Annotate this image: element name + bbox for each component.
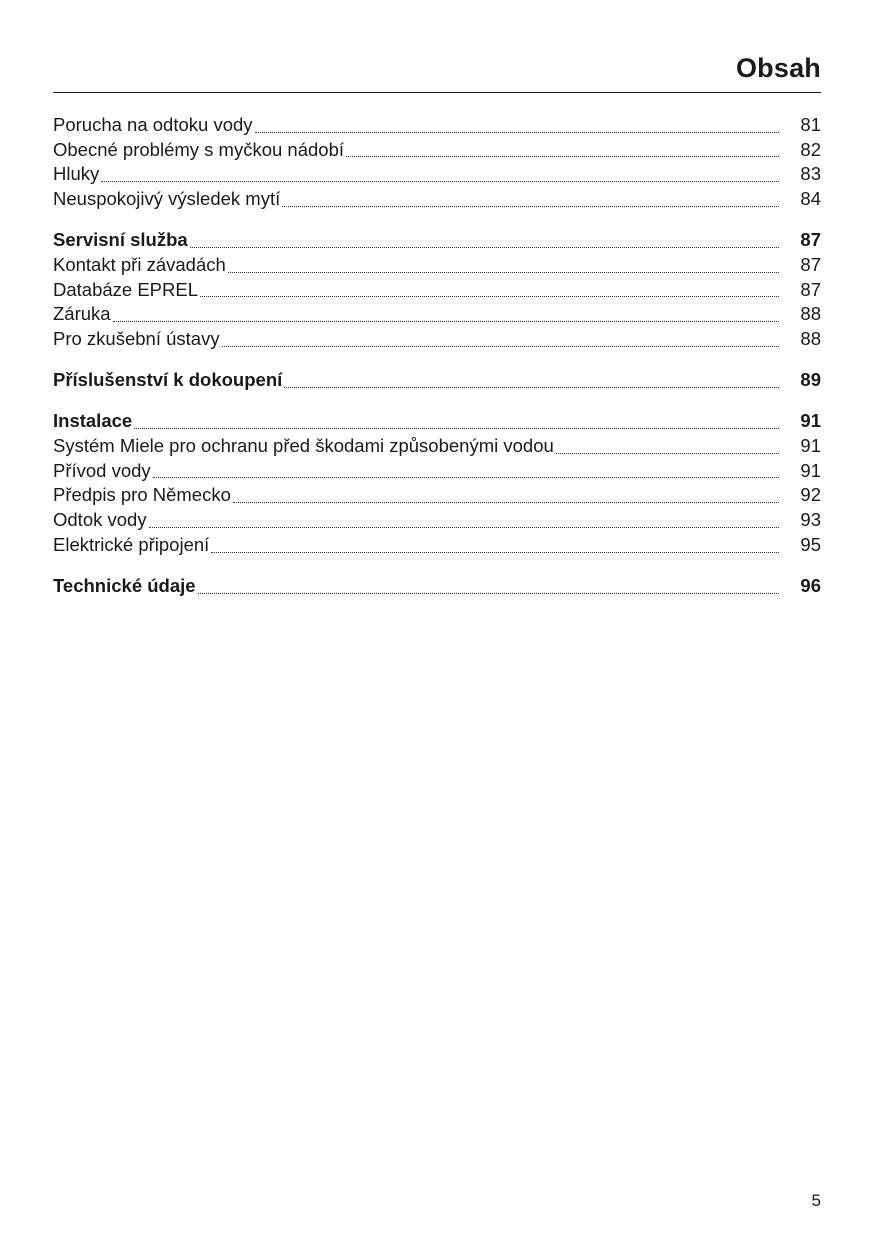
toc-entry-page: 93	[800, 509, 821, 531]
toc-entry-label: Přívod vody	[53, 459, 151, 481]
dot-leader	[228, 253, 779, 278]
toc-entry-label: Databáze EPREL	[53, 278, 199, 300]
dot-leader	[134, 409, 779, 434]
toc-entry-label: Kontakt při závadách	[53, 253, 226, 275]
dot-leader	[346, 138, 779, 163]
toc-entry-label: Hluky	[53, 163, 100, 185]
dot-leader	[222, 327, 779, 352]
dot-leader	[101, 162, 779, 187]
toc-entry-label: Porucha na odtoku vody	[53, 114, 253, 135]
dot-leader	[255, 113, 779, 138]
toc-entry[interactable]	[53, 434, 821, 459]
toc-entry-page: 83	[800, 163, 821, 185]
toc-entry[interactable]	[53, 459, 821, 484]
toc-entry-label: Pro zkušební ústavy	[53, 328, 220, 349]
toc-entry-page: 87	[800, 253, 821, 275]
toc-entry[interactable]	[53, 302, 821, 327]
dot-leader	[149, 508, 779, 533]
toc-entry-page: 91	[800, 435, 821, 457]
dot-leader	[190, 228, 779, 253]
toc-entry-label: Odtok vody	[53, 509, 147, 531]
toc-entry[interactable]	[53, 253, 821, 278]
toc-entry-label: Technické údaje	[53, 575, 196, 596]
dot-leader	[284, 368, 779, 393]
toc-entry-label: Záruka	[53, 303, 111, 325]
page-number: 5	[811, 1191, 821, 1210]
toc-entry-label: Neuspokojivý výsledek mytí	[53, 188, 281, 210]
toc-entry[interactable]	[53, 508, 821, 533]
toc-entry-page: 81	[800, 114, 821, 135]
page-title: Obsah	[735, 53, 821, 83]
toc-entry-label: Obecné problémy s myčkou nádobí	[53, 138, 345, 160]
toc-entry-page: 87	[800, 229, 821, 251]
toc-entry[interactable]	[53, 113, 821, 138]
toc-entry-page: 88	[800, 328, 821, 349]
dot-leader	[233, 483, 779, 508]
toc-entry-label: Elektrické připojení	[53, 533, 210, 555]
dot-leader	[200, 278, 779, 303]
dot-leader	[198, 574, 779, 599]
toc-entry-page: 88	[800, 303, 821, 325]
toc-chapter-entry[interactable]	[53, 368, 821, 393]
toc-entry[interactable]	[53, 162, 821, 187]
toc-entry-label: Systém Miele pro ochranu před škodami způsobenými vodou	[53, 435, 554, 457]
toc-entry-page: 84	[800, 188, 821, 210]
dot-leader	[282, 187, 779, 212]
toc-chapter-entry[interactable]	[53, 409, 821, 434]
toc-chapter-entry[interactable]	[53, 574, 821, 599]
dot-leader	[153, 459, 779, 484]
toc-entry-page: 91	[800, 410, 821, 432]
toc-entry-label: Servisní služba	[53, 229, 188, 251]
toc-entry-page: 92	[800, 484, 821, 506]
dot-leader	[113, 302, 779, 327]
toc-entry-page: 96	[800, 575, 821, 596]
toc-section	[53, 368, 821, 393]
toc-entry[interactable]	[53, 327, 821, 352]
page-header	[53, 50, 821, 93]
toc-entry[interactable]	[53, 187, 821, 212]
toc-entry[interactable]	[53, 278, 821, 303]
toc-entry-page: 95	[800, 533, 821, 555]
toc-chapter-entry[interactable]	[53, 228, 821, 253]
toc-entry[interactable]	[53, 533, 821, 558]
toc-section	[53, 228, 821, 351]
dot-leader	[211, 533, 779, 558]
table-of-contents	[53, 113, 821, 615]
toc-entry-page: 82	[800, 138, 821, 160]
toc-section	[53, 574, 821, 599]
toc-entry[interactable]	[53, 138, 821, 163]
toc-entry-page: 91	[800, 459, 821, 481]
toc-entry-label: Předpis pro Německo	[53, 484, 231, 506]
toc-section	[53, 409, 821, 557]
toc-entry-label: Příslušenství k dokoupení	[53, 369, 283, 391]
toc-entry-label: Instalace	[53, 410, 133, 432]
dot-leader	[556, 434, 779, 459]
toc-entry-page: 89	[800, 369, 821, 391]
toc-section	[53, 113, 821, 212]
toc-entry-page: 87	[800, 278, 821, 300]
toc-entry[interactable]	[53, 483, 821, 508]
